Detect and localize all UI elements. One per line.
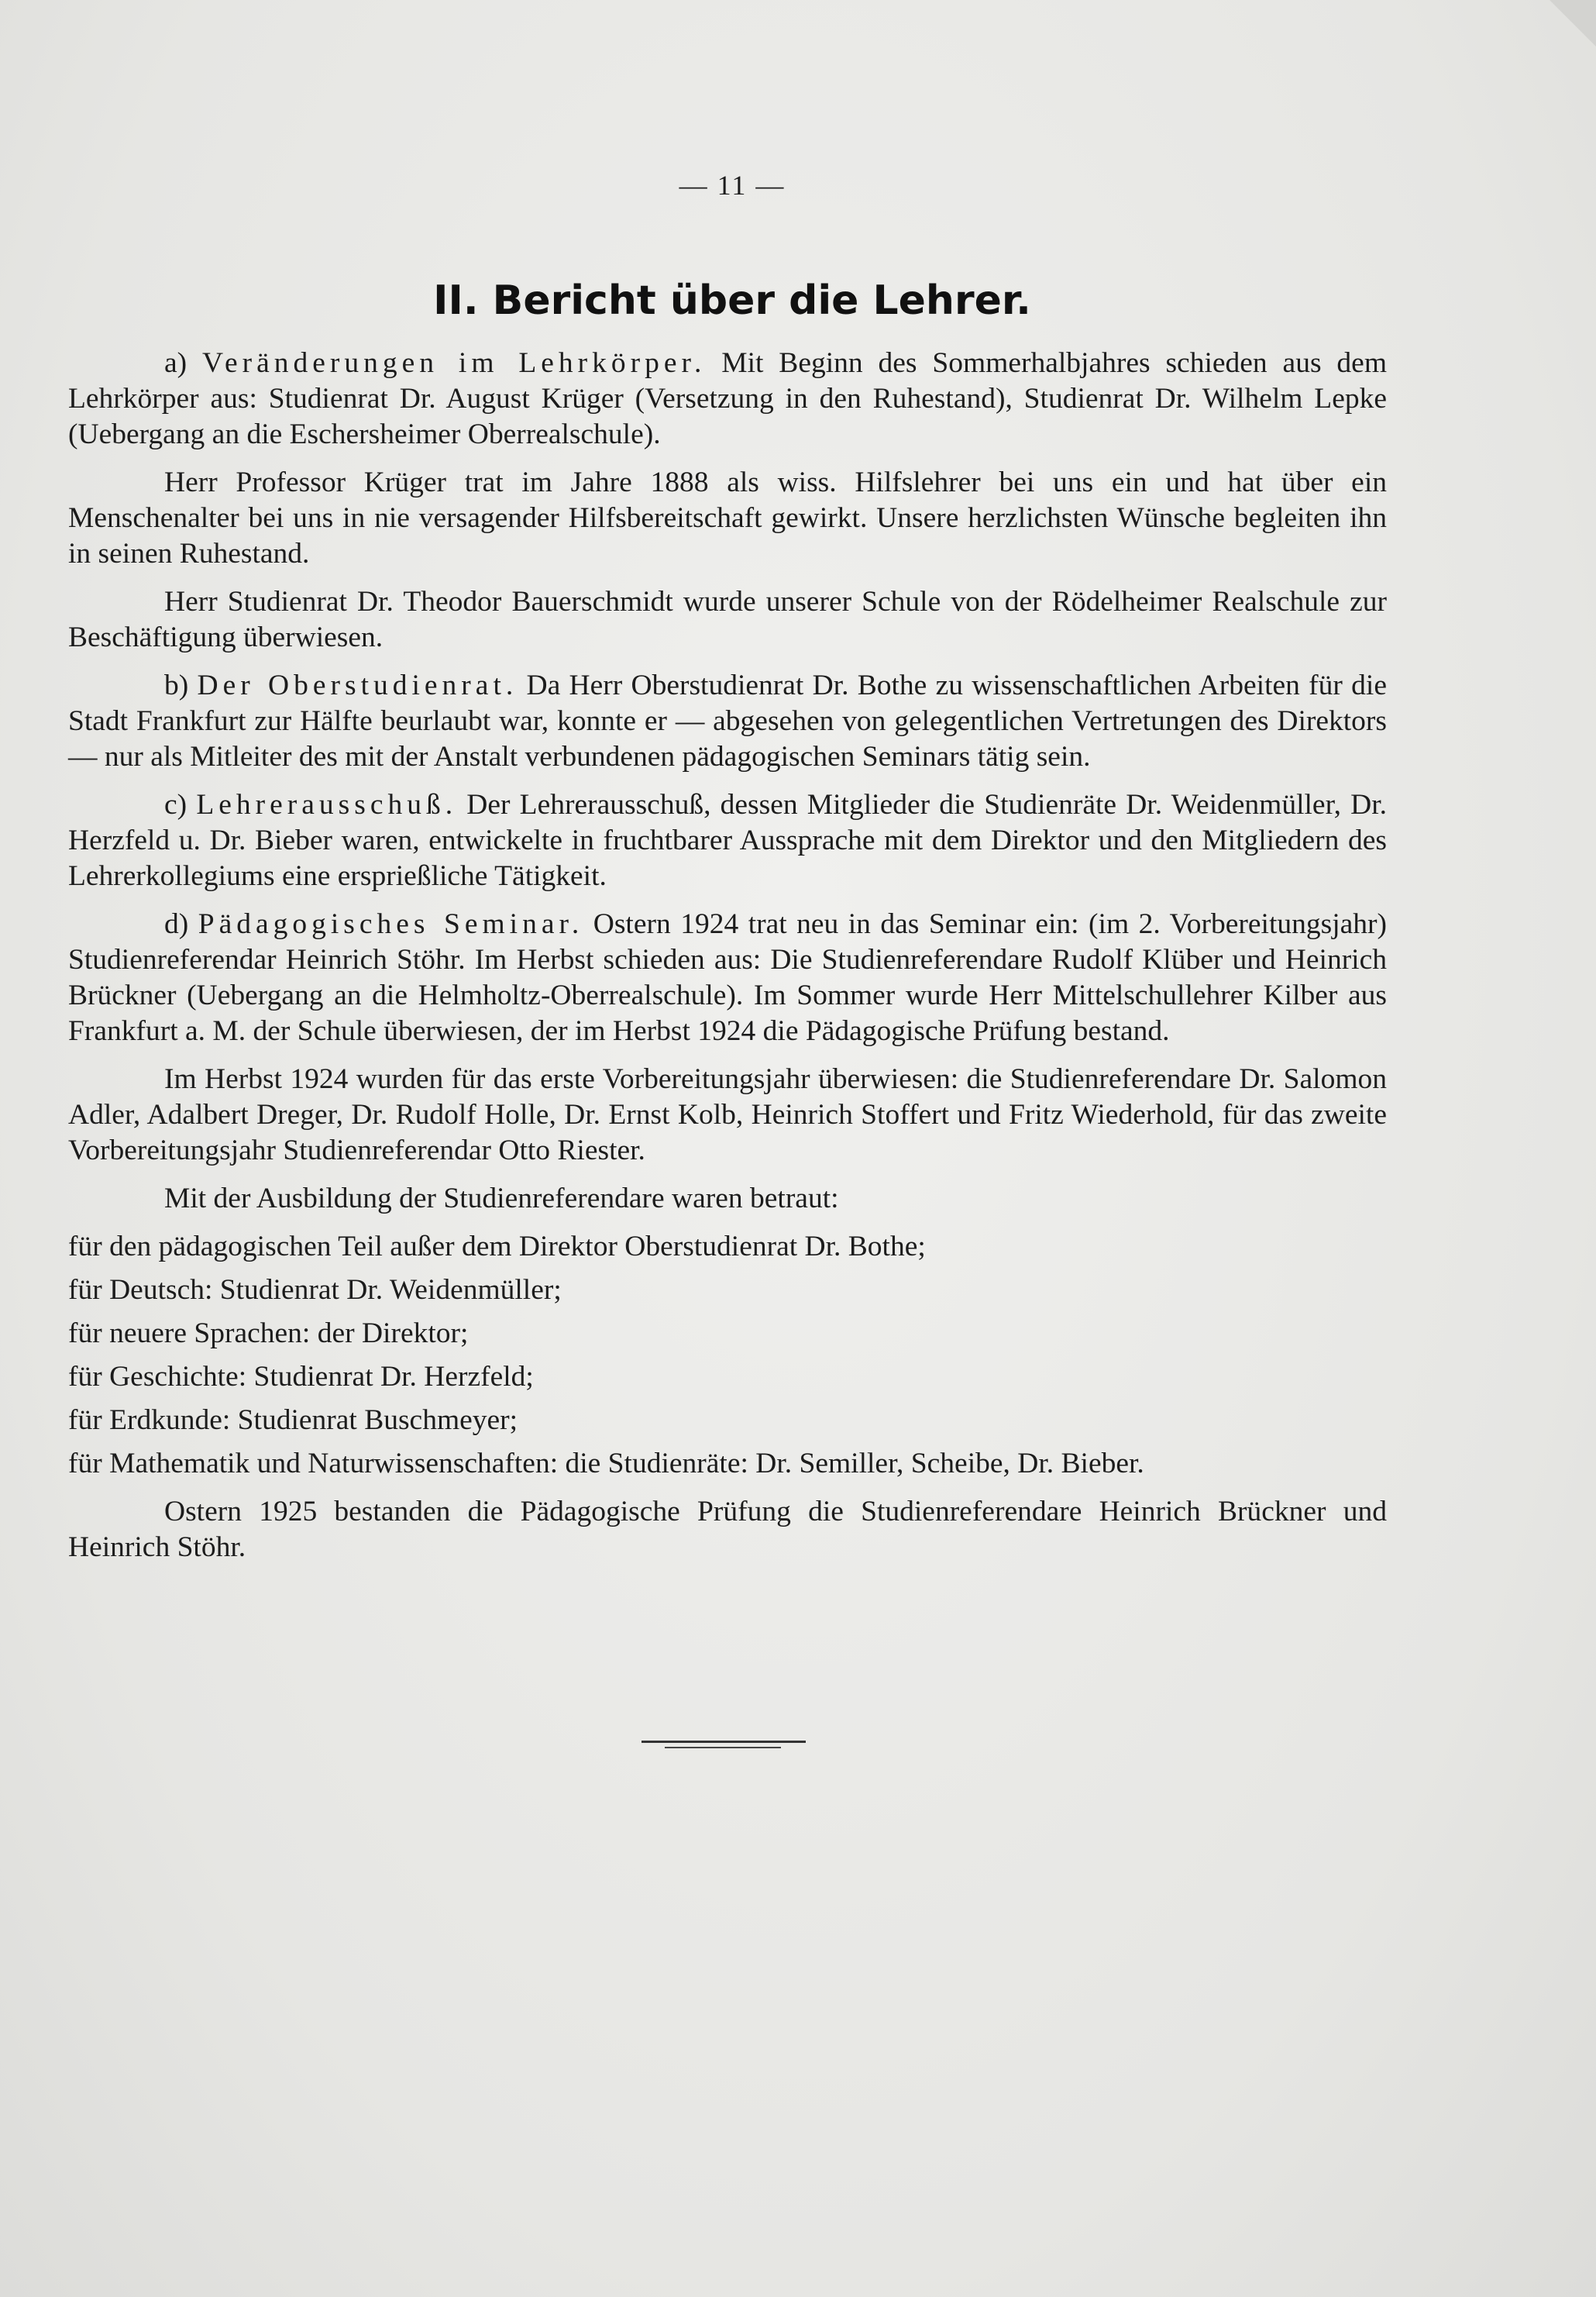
training-intro: Mit der Ausbildung der Studienreferendare waren betraut: (164, 1183, 839, 1214)
paragraph-b (68, 668, 1387, 775)
closing-paragraph: Ostern 1925 bestanden die Pädagogische Prüfung die Studienreferendare Heinrich Brückner und Heinrich Stöhr. (68, 1496, 1387, 1563)
training-list-item: für Erdkunde: Studienrat Buschmeyer; (68, 1404, 518, 1436)
paragraph-b-text: Da Herr Oberstudienrat Dr. Bothe zu wissenschaftlichen Arbeiten für die Stadt Frankfurt zur Hälfte beurlaubt war, konnte er — abgesehen von gelegentlichen Vertretungen des Direktors — nur als Mitleiter des mit der Anstalt verbundenen pädagogischen Seminars tätig sein. (68, 670, 1387, 773)
end-rule-line (665, 1747, 781, 1748)
paragraph-a-title: Veränderungen im Lehrkörper. (202, 347, 707, 379)
paragraph-d-text: Ostern 1924 trat neu in das Seminar ein: (im 2. Vorbereitungsjahr) Studienreferendar Heinrich Stöhr. Im Herbst schieden aus: Die Studienreferendare Rudolf Klüber und Heinrich Brückner (Uebergang an die Helmholtz-Oberrealschule). Im Sommer wurde Herr Mittelschullehrer Kilber aus Frankfurt a. M. der Schule überwiesen, der im Herbst 1924 die Pädagogische Prüfung bestand. (68, 908, 1387, 1047)
paragraph-c-label: c) (164, 789, 187, 821)
paragraph-c (68, 787, 1387, 894)
paragraph-c-text: Der Lehrerausschuß, dessen Mitglieder die Studienräte Dr. Weidenmüller, Dr. Herzfeld u. Dr. Bieber waren, entwickelte in fruchtbarer Aussprache mit dem Direktor und den Mitgliedern des Lehrerkollegiums eine ersprießliche Tätigkeit. (68, 789, 1387, 892)
end-rule-line (641, 1741, 806, 1743)
training-list-item: für Geschichte: Studienrat Dr. Herzfeld; (68, 1361, 534, 1393)
training-list-item: für Deutsch: Studienrat Dr. Weidenmüller; (68, 1274, 562, 1306)
paragraph-a-text: Mit Beginn des Sommerhalbjahres schieden aus dem Lehrkörper aus: Studienrat Dr. August Krüger (Versetzung in den Ruhestand), Studienrat Dr. Wilhelm Lepke (Uebergang an die Eschersheimer Oberrealschule). (68, 347, 1387, 450)
paragraph-d (68, 907, 1387, 1049)
paragraph-a-label: a) (164, 347, 187, 379)
page-number: — 11 — (679, 170, 786, 201)
end-rule-divider (641, 1741, 806, 1748)
paragraph-a-2: Herr Professor Krüger trat im Jahre 1888 als wiss. Hilfslehrer bei uns ein und hat über ein Menschenalter bei uns in nie versagender Hilfsbereitschaft gewirkt. Unsere herzlichsten Wünsche begleiten ihn in seinen Ruhestand. (68, 467, 1387, 570)
section-heading: II. Bericht über die Lehrer. (433, 277, 1031, 324)
training-list (68, 1229, 1387, 1482)
paragraph-c-title: Lehrerausschuß. (196, 789, 458, 821)
paragraph-d-label: d) (164, 908, 189, 940)
paragraph-d-title: Pädagogisches Seminar. (198, 908, 584, 940)
paragraph-b-label: b) (164, 670, 189, 701)
paragraph-a (68, 346, 1387, 453)
paragraph-b-title: Der Oberstudienrat. (197, 670, 518, 701)
training-list-item: für neuere Sprachen: der Direktor; (68, 1317, 469, 1349)
training-list-item: für den pädagogischen Teil außer dem Direktor Oberstudienrat Dr. Bothe; (68, 1231, 926, 1262)
paragraph-a-3: Herr Studienrat Dr. Theodor Bauerschmidt wurde unserer Schule von der Rödelheimer Realschule zur Beschäftigung überwiesen. (68, 586, 1387, 653)
training-list-item: für Mathematik und Naturwissenschaften: die Studienräte: Dr. Semiller, Scheibe, Dr. Bieber. (68, 1448, 1144, 1479)
paragraph-d-2: Im Herbst 1924 wurden für das erste Vorbereitungsjahr überwiesen: die Studienreferendare Dr. Salomon Adler, Adalbert Dreger, Dr. Rudolf Holle, Dr. Ernst Kolb, Heinrich Stoffert und Fritz Wiederhold, für das zweite Vorbereitungsjahr Studienreferendar Otto Riester. (68, 1063, 1387, 1166)
page-corner-fold (1550, 0, 1596, 46)
body-text (68, 346, 1387, 1578)
